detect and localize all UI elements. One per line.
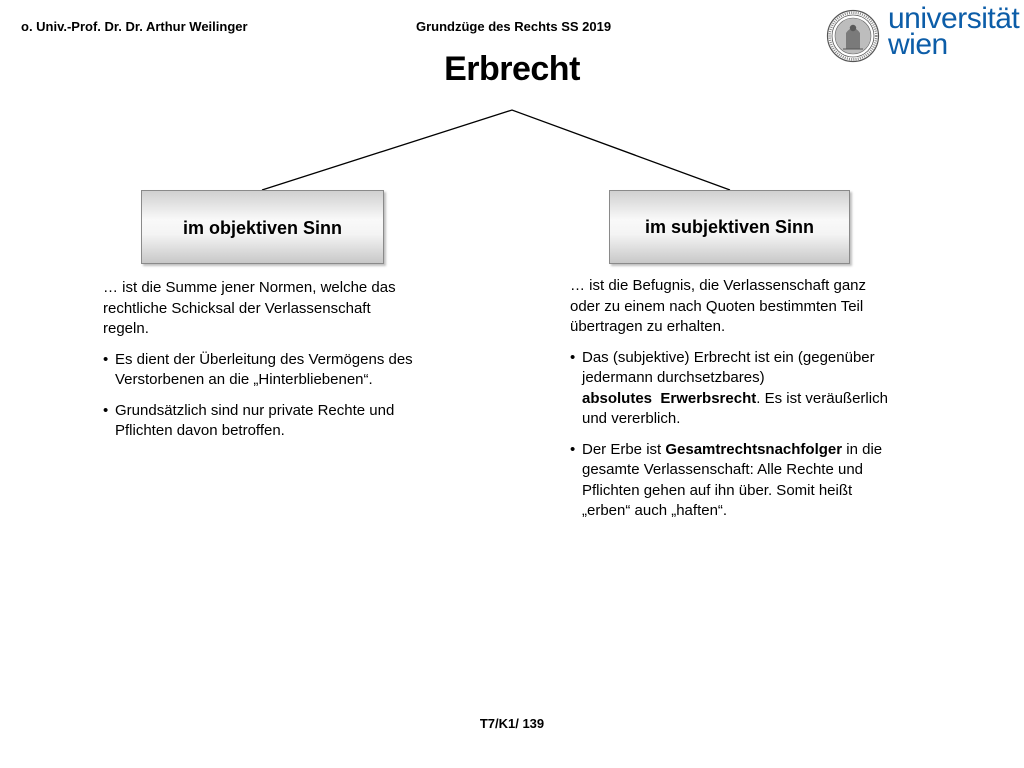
subjective-bullet-2-after: in die gesamte Verlassenschaft: Alle Rechte und Pflichten gehen auf ihn über. Somit heißt „erben“ auch „haften“.	[582, 440, 883, 519]
subjective-bullet-2-before: Der Erbe ist	[582, 440, 666, 458]
objective-sense-heading: im objektiven Sinn	[182, 217, 343, 238]
subjective-bullet-1-before: Das (subjektive) Erbrecht ist ein (gegenüber jedermann durchsetzbares)	[582, 348, 875, 386]
subjective-bullet-1-bold: absolutes Erwerbsrecht	[582, 389, 757, 407]
subjective-bullet-1	[570, 348, 900, 430]
subjective-intro: … ist die Befugnis, die Verlassenschaft ganz oder zu einem nach Quoten bestimmten Teil übertragen zu erhalten.	[570, 277, 867, 335]
header-author: o. Univ.-Prof. Dr. Dr. Arthur Weilinger	[21, 19, 248, 34]
objective-bullet-2	[103, 401, 413, 442]
subjective-bullet-2-bold: Gesamtrechtsnachfolger	[665, 440, 843, 458]
subjective-bullet-1-after: . Es ist veräußerlich und vererblich.	[582, 389, 888, 427]
objective-bullet-1-text: Es dient der Überleitung des Vermögens des Verstorbenen an die „Hinterbliebenen“.	[115, 350, 413, 388]
objective-intro: … ist die Summe jener Normen, welche das rechtliche Schicksal der Verlassenschaft regeln.	[103, 279, 396, 337]
objective-bullet-2-text: Grundsätzlich sind nur private Rechte und Pflichten davon betroffen.	[115, 401, 395, 439]
objective-sense-box	[141, 190, 384, 264]
subjective-sense-box	[609, 190, 850, 264]
logo-line-universitaet: universität	[888, 2, 1020, 35]
subjective-sense-heading: im subjektiven Sinn	[644, 216, 815, 237]
objective-bullet-1	[103, 350, 413, 391]
page-title: Erbrecht	[444, 50, 580, 88]
subjective-sense-text	[570, 276, 900, 532]
slide-number: T7/K1/ 139	[479, 716, 545, 731]
subjective-bullet-2	[570, 440, 900, 522]
logo-line-wien: wien	[888, 28, 948, 61]
header-course: Grundzüge des Rechts SS 2019	[416, 19, 612, 34]
objective-sense-text	[103, 278, 413, 452]
